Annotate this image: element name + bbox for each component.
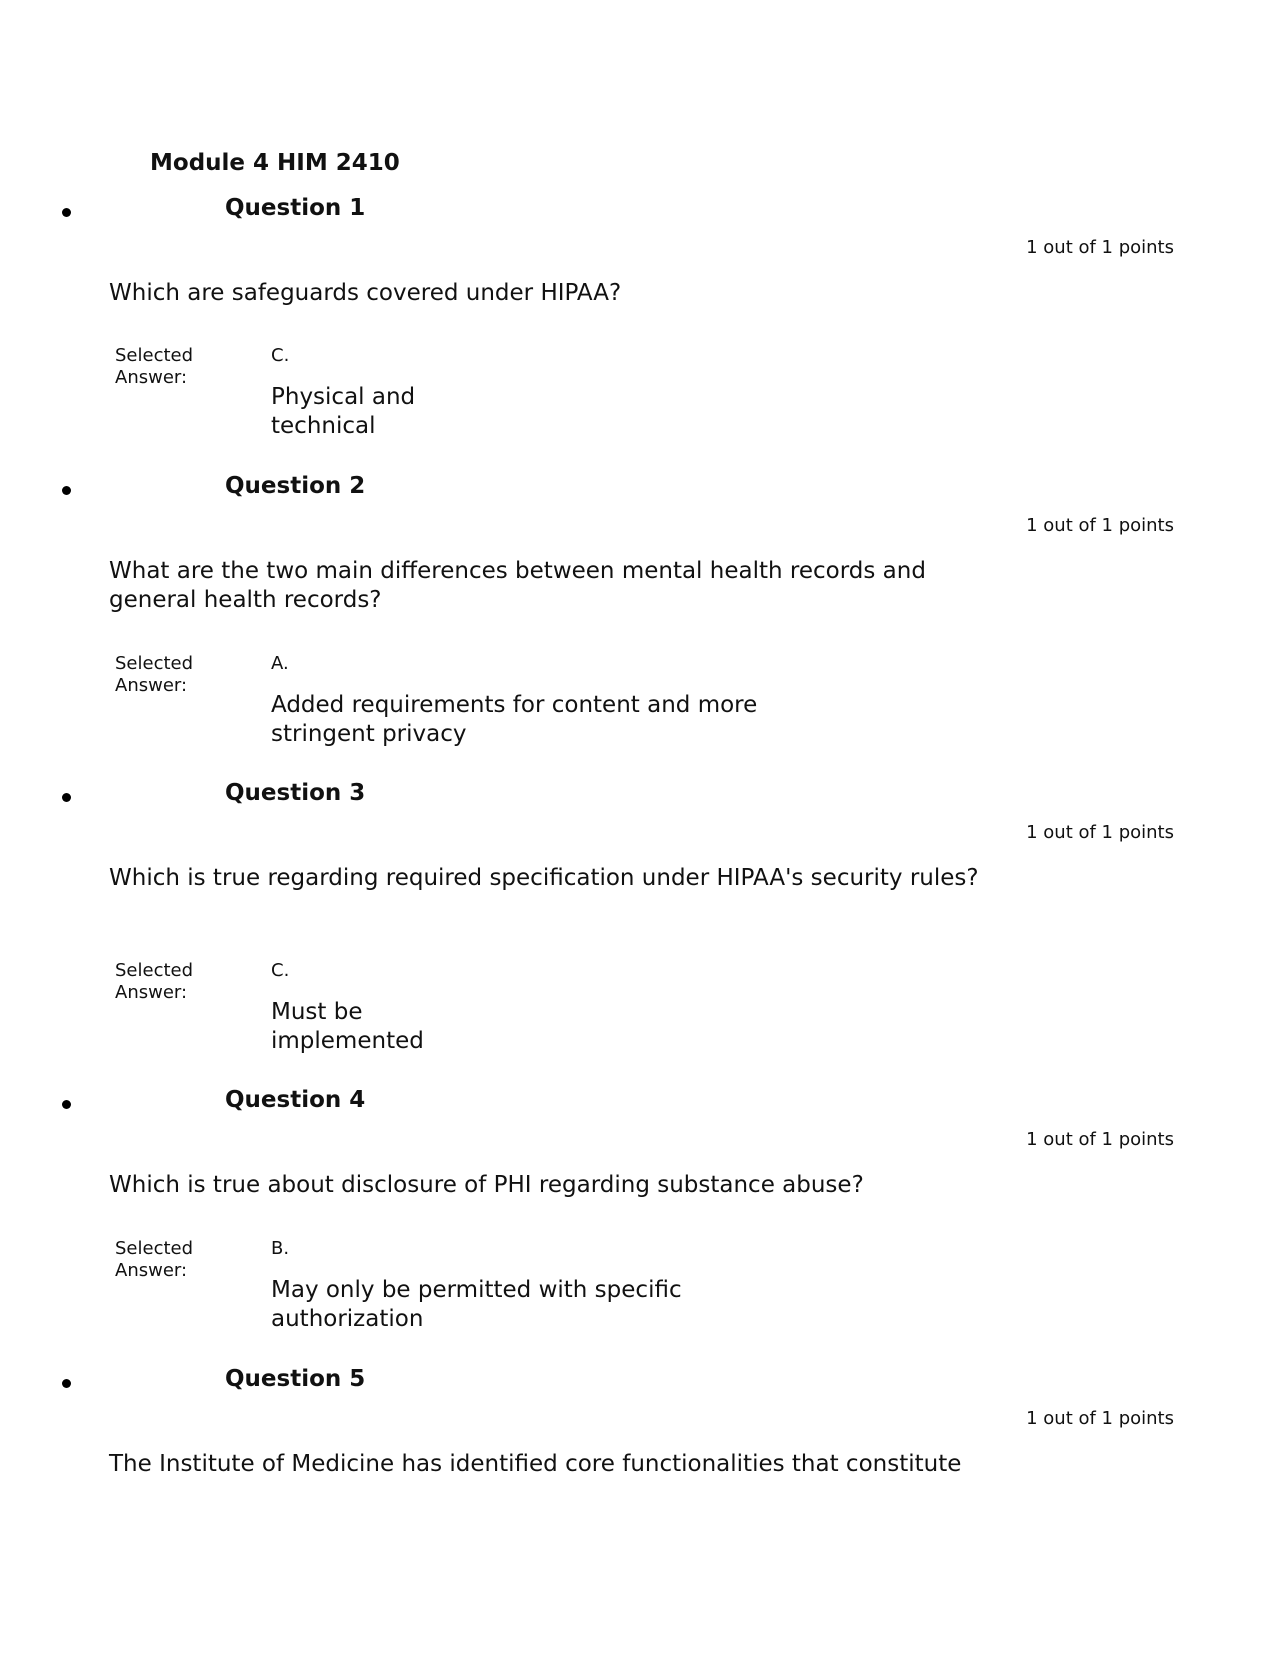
answer-text: Added requirements for content and more stringent privacy [271,692,758,747]
question-heading: Question 1 [225,195,366,221]
answer-text: Physical and technical [271,384,416,439]
points-label: 1 out of 1 points [1026,1408,1174,1429]
question-heading: Question 4 [225,1087,366,1113]
bullet-icon [62,793,71,802]
answer-letter: A. [271,653,289,674]
bullet-icon [62,486,71,495]
selected-answer-label: Selected Answer: [115,653,194,696]
points-label: 1 out of 1 points [1026,1129,1174,1150]
selected-answer-label: Selected Answer: [115,1238,194,1281]
bullet-icon [62,1379,71,1388]
question-text: Which is true regarding required specification under HIPAA's security rules? [109,865,979,891]
answer-letter: C. [271,345,290,366]
question-text: Which is true about disclosure of PHI regarding substance abuse? [109,1172,864,1198]
question-text: What are the two main differences between mental health records and general health records? [109,558,926,613]
question-heading: Question 5 [225,1366,366,1392]
question-heading: Question 3 [225,780,366,806]
document-title: Module 4 HIM 2410 [150,150,400,176]
points-label: 1 out of 1 points [1026,237,1174,258]
points-label: 1 out of 1 points [1026,515,1174,536]
answer-letter: B. [271,1238,290,1259]
question-text: Which are safeguards covered under HIPAA? [109,280,622,306]
answer-text: Must be implemented [271,999,424,1054]
bullet-icon [62,208,71,217]
question-heading: Question 2 [225,473,366,499]
selected-answer-label: Selected Answer: [115,960,194,1003]
bullet-icon [62,1100,71,1109]
question-text: The Institute of Medicine has identified core functionalities that constitute [109,1451,962,1477]
answer-letter: C. [271,960,290,981]
selected-answer-label: Selected Answer: [115,345,194,388]
points-label: 1 out of 1 points [1026,822,1174,843]
answer-text: May only be permitted with specific authorization [271,1277,682,1332]
